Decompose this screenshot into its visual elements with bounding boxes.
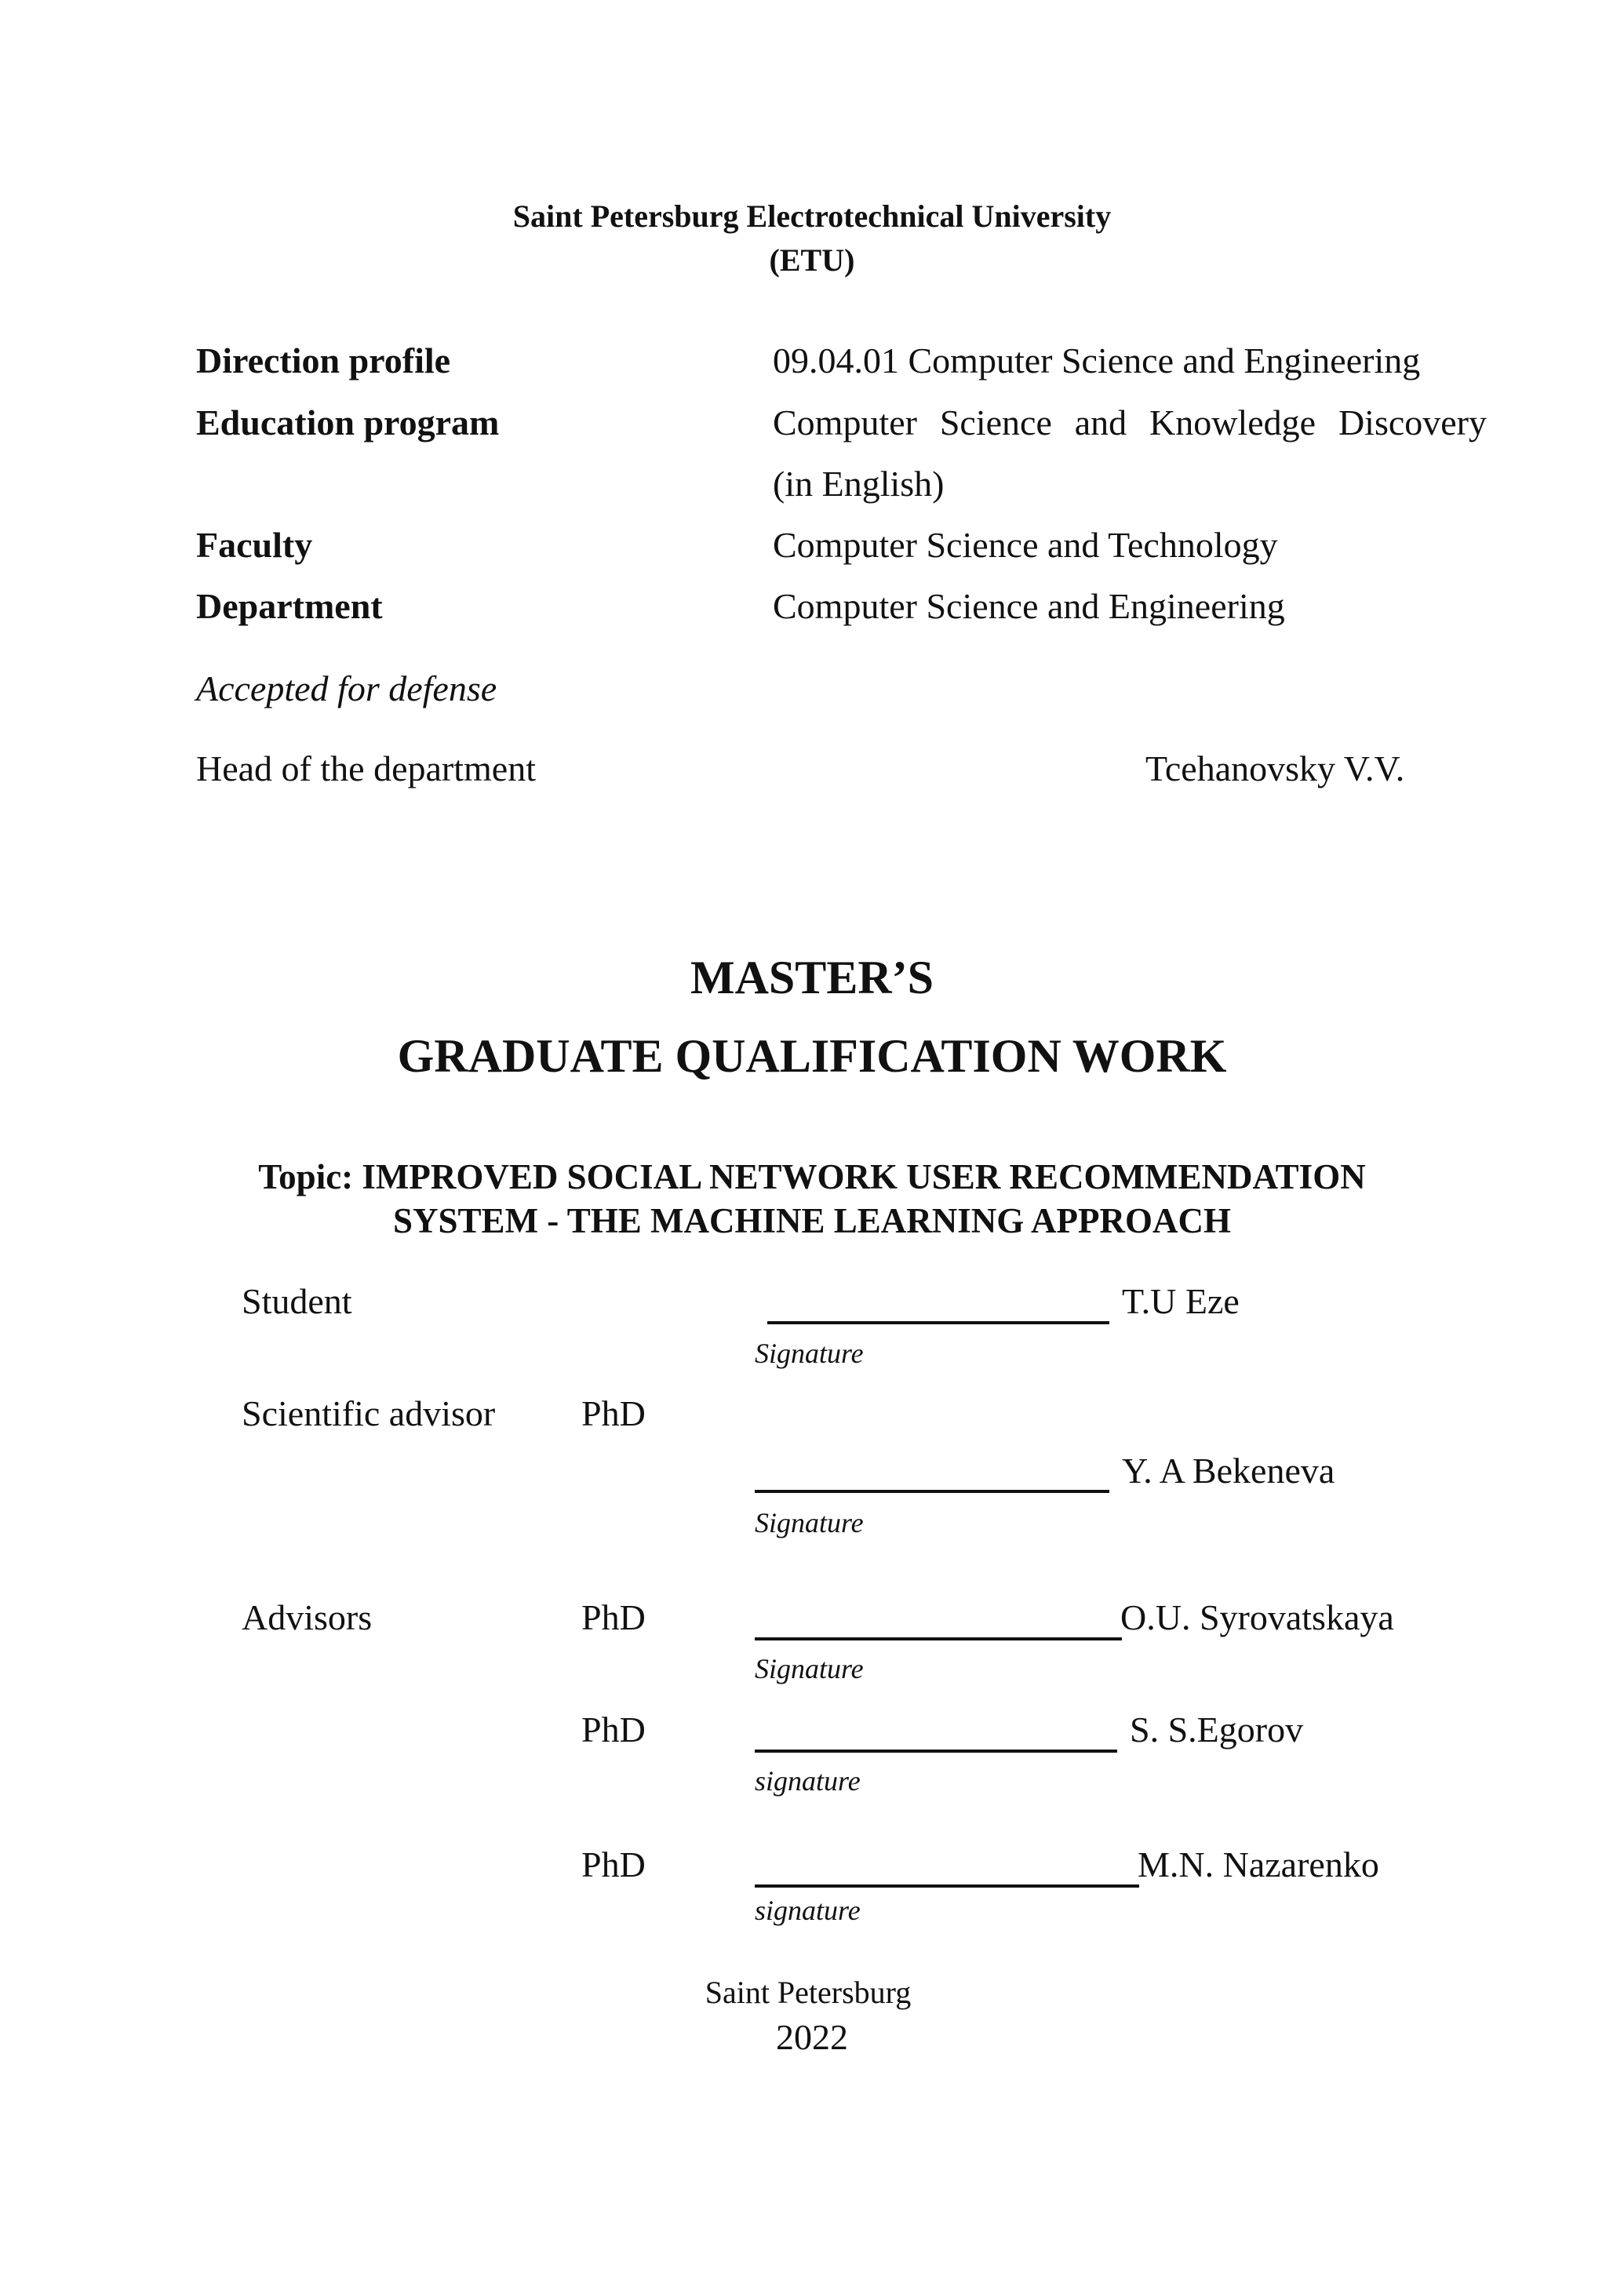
student-signature-caption: Signature (755, 1338, 864, 1369)
advisor-signature-caption: signature (755, 1895, 861, 1926)
student-label: Student (242, 1281, 352, 1321)
scientific-advisor-signature-caption: Signature (755, 1507, 864, 1538)
direction-profile-value: 09.04.01 Computer Science and Engineering (773, 340, 1421, 381)
topic-line1: Topic: IMPROVED SOCIAL NETWORK USER RECOMMENDATION (258, 1157, 1366, 1196)
student-name: T.U Eze (1122, 1281, 1240, 1321)
scientific-advisor-name: Y. A Bekeneva (1122, 1451, 1335, 1491)
advisor-signature-line (755, 1637, 1122, 1640)
education-program-value-line2: (in English) (773, 464, 945, 504)
advisor-name: S. S.Egorov (1130, 1710, 1304, 1750)
education-program-value (773, 402, 1487, 443)
footer-city: Saint Petersburg (705, 1975, 912, 2010)
faculty-value: Computer Science and Technology (773, 525, 1278, 565)
advisor-name: M.N. Nazarenko (1138, 1844, 1379, 1884)
direction-profile-label: Direction profile (196, 340, 451, 381)
scientific-advisor-label: Scientific advisor (242, 1393, 496, 1433)
department-label: Department (196, 586, 383, 626)
advisor-signature-caption: Signature (755, 1653, 864, 1684)
program-word: Knowledge (1149, 402, 1316, 442)
advisor-signature-line (755, 1750, 1117, 1753)
university-name: Saint Petersburg Electrotechnical University (512, 198, 1112, 234)
advisor-degree: PhD (581, 1844, 646, 1884)
program-word: and (1074, 402, 1127, 442)
head-of-department-label: Head of the department (196, 748, 536, 788)
program-word: Discovery (1338, 402, 1487, 442)
head-of-department-name: Tcehanovsky V.V. (1145, 748, 1405, 788)
student-signature-line (767, 1321, 1109, 1324)
advisor-signature-line (755, 1884, 1139, 1888)
program-word: Science (939, 402, 1052, 442)
document-title-line1: MASTER’S (690, 952, 934, 1003)
education-program-label: Education program (196, 402, 500, 442)
footer-year: 2022 (776, 2017, 848, 2057)
department-value: Computer Science and Engineering (773, 586, 1285, 626)
advisor-degree: PhD (581, 1710, 646, 1750)
scientific-advisor-signature-line (755, 1490, 1109, 1493)
topic-line2: SYSTEM - THE MACHINE LEARNING APPROACH (392, 1201, 1232, 1240)
accepted-for-defense: Accepted for defense (196, 668, 497, 708)
university-abbreviation: (ETU) (769, 242, 855, 278)
document-title-line2: GRADUATE QUALIFICATION WORK (397, 1030, 1227, 1082)
advisors-label: Advisors (242, 1597, 373, 1637)
advisor-signature-caption: signature (755, 1765, 861, 1797)
faculty-label: Faculty (196, 525, 313, 565)
advisor-degree: PhD (581, 1597, 646, 1637)
scientific-advisor-degree: PhD (581, 1393, 646, 1433)
advisor-name: O.U. Syrovatskaya (1120, 1597, 1394, 1637)
program-word: Computer (773, 402, 917, 442)
